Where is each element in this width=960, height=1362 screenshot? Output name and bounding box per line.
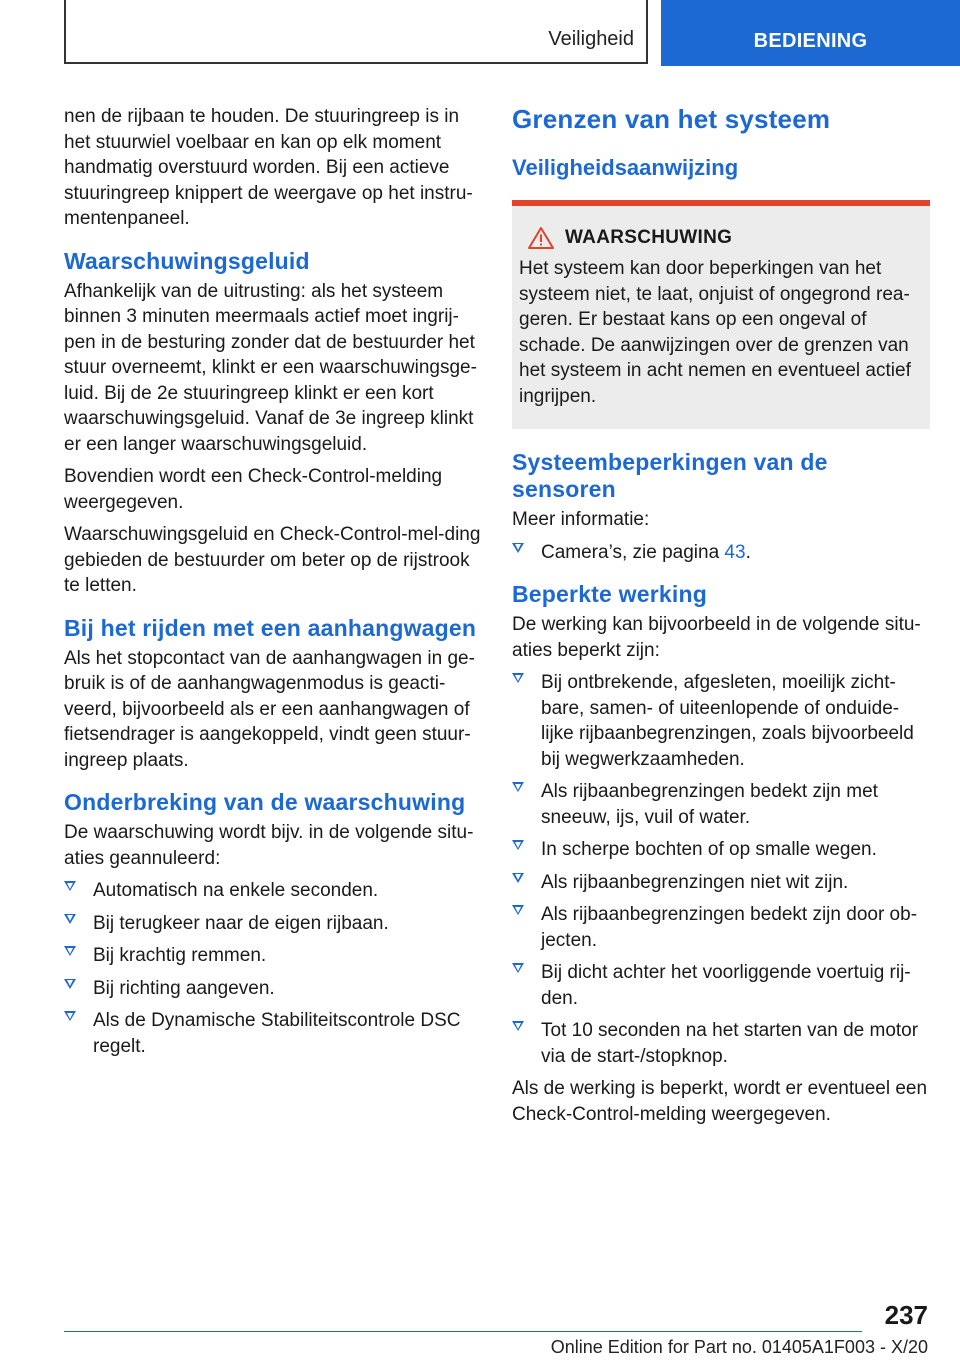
paragraph: De waarschuwing wordt bijv. in de volgende situ-aties geannuleerd: <box>64 822 474 869</box>
list-item-text: Als rijbaanbegrenzingen niet wit zijn. <box>541 871 849 893</box>
list-onderbreking <box>64 878 482 1059</box>
intro-paragraph: nen de rijbaan te houden. De stuuringreep is in het stuurwiel voelbaar en kan op elk moment handmatig overstuurd worden. Bij een actieve stuuringreep knippert de weergave op het instru-mentenpaneel. <box>64 106 473 229</box>
paragraph: Als de werking is beperkt, wordt er eventueel een Check-Control-melding weergegeven. <box>512 1078 928 1125</box>
list-item-text: Tot 10 seconden na het starten van de motor via de start-/stopknop. <box>541 1020 919 1067</box>
triangle-bullet-icon <box>64 881 76 891</box>
subheading-veiligheidsaanwijzing: Veiligheidsaanwijzing <box>512 155 739 180</box>
page-number: 237 <box>884 1300 928 1330</box>
triangle-bullet-icon <box>512 673 524 683</box>
warning-triangle-icon <box>527 226 555 250</box>
right-column <box>512 104 930 1134</box>
list-item <box>64 976 482 1002</box>
list-meer-informatie <box>512 540 930 566</box>
paragraph: De werking kan bijvoorbeeld in de volgende situ-aties beperkt zijn: <box>512 614 921 661</box>
section-title-aanhangwagen: Bij het rijden met een aanhangwagen <box>64 614 477 641</box>
paragraph: Bovendien wordt een Check-Control-melding weergegeven. <box>64 466 443 513</box>
list-item <box>64 878 482 904</box>
left-column <box>64 104 482 1066</box>
list-item <box>512 837 930 863</box>
paragraph: Als het stopcontact van de aanhangwagen in ge-bruik is of de aanhangwagenmodus is geacti-veerd, bijvoorbeeld als er een aanhangwagen of fietsendrager is aangekoppeld, vindt geen stuur-ingreep plaats. <box>64 647 475 771</box>
list-item-text-end: . <box>745 541 751 563</box>
triangle-bullet-icon <box>64 1011 76 1021</box>
list-item-text: Bij terugkeer naar de eigen rijbaan. <box>93 912 389 934</box>
list-item-text: Bij krachtig remmen. <box>93 945 267 966</box>
header-section-title: Veiligheid <box>548 28 634 50</box>
list-item-text: In scherpe bochten of op smalle wegen. <box>541 839 877 860</box>
triangle-bullet-icon <box>64 946 76 956</box>
warning-box <box>512 200 930 429</box>
triangle-bullet-icon <box>512 840 524 850</box>
list-item-text: Camera’s, zie pagina <box>541 541 725 563</box>
list-item <box>512 870 930 896</box>
list-item <box>512 540 930 566</box>
section-title-beperkte-werking: Beperkte werking <box>512 581 707 607</box>
warning-title: WAARSCHUWING <box>565 227 733 248</box>
list-item <box>512 670 930 772</box>
chapter-heading: Grenzen van het systeem <box>512 104 831 134</box>
triangle-bullet-icon <box>512 543 524 553</box>
triangle-bullet-icon <box>512 1021 524 1031</box>
section-title-systeembeperkingen: Systeembeperkingen van de sensoren <box>512 449 828 502</box>
list-item <box>512 779 930 830</box>
header-chapter-tab[interactable]: BEDIENING <box>661 0 960 66</box>
list-item <box>64 1008 482 1059</box>
page-reference-link[interactable]: 43 <box>724 541 746 563</box>
paragraph: Meer informatie: <box>512 509 650 530</box>
warning-text: Het systeem kan door beperkingen van het systeem niet, te laat, onjuist of ongegrond rea-geren. Er bestaat kans op een ongeval of schade. De aanwijzingen over de grenzen van het systeem in acht nemen en eventueel actief ingrijpen. <box>519 258 911 407</box>
list-item-text: Bij richting aangeven. <box>93 977 275 999</box>
triangle-bullet-icon <box>64 979 76 989</box>
list-item-text: Als rijbaanbegrenzingen bedekt zijn met sneeuw, ijs, vuil of water. <box>541 781 878 828</box>
list-item-text: Als de Dynamische Stabiliteitscontrole DSC regelt. <box>93 1010 461 1057</box>
list-item-text: Als rijbaanbegrenzingen bedekt zijn door ob-jecten. <box>541 904 918 951</box>
list-item <box>512 902 930 953</box>
list-item-text: Automatisch na enkele seconden. <box>93 880 379 901</box>
section-title-waarschuwingsgeluid: Waarschuwingsgeluid <box>64 247 310 274</box>
triangle-bullet-icon <box>512 873 524 883</box>
triangle-bullet-icon <box>64 914 76 924</box>
triangle-bullet-icon <box>512 782 524 792</box>
list-item <box>512 1018 930 1069</box>
paragraph: Afhankelijk van de uitrusting: als het systeem binnen 3 minuten meermaals actief moet ingrij-pen in de besturing zonder dat de bestuurder het stuur overneemt, klinkt er een waarschuwingsge-luid. Bij de 2e stuuringreep klinkt er een kort waarschuwingsgeluid. Vanaf de 3e ingreep klinkt er een langer waarschuwingsgeluid. <box>64 280 477 455</box>
list-item <box>512 960 930 1011</box>
list-item <box>64 911 482 937</box>
triangle-bullet-icon <box>512 963 524 973</box>
section-title-onderbreking: Onderbreking van de waarschuwing <box>64 789 466 815</box>
footer-edition-text: Online Edition for Part no. 01405A1F003 - X/20 <box>550 1337 928 1357</box>
list-beperkte-werking <box>512 670 930 1069</box>
triangle-bullet-icon <box>512 905 524 915</box>
paragraph: Waarschuwingsgeluid en Check-Control-mel-ding gebieden de bestuurder om beter op de rijstrook te letten. <box>64 524 481 596</box>
list-item-text: Bij ontbrekende, afgesleten, moeilijk zicht-bare, samen- of uiteenlopende of onduide-lijke rijbaanbegrenzingen, zoals bijvoorbeeld bij wegwerkzaamheden. <box>541 672 914 770</box>
footer-divider <box>64 1331 862 1332</box>
warning-header <box>519 226 922 250</box>
list-item <box>64 943 482 969</box>
list-item-text: Bij dicht achter het voorliggende voertuig rij-den. <box>541 962 911 1009</box>
